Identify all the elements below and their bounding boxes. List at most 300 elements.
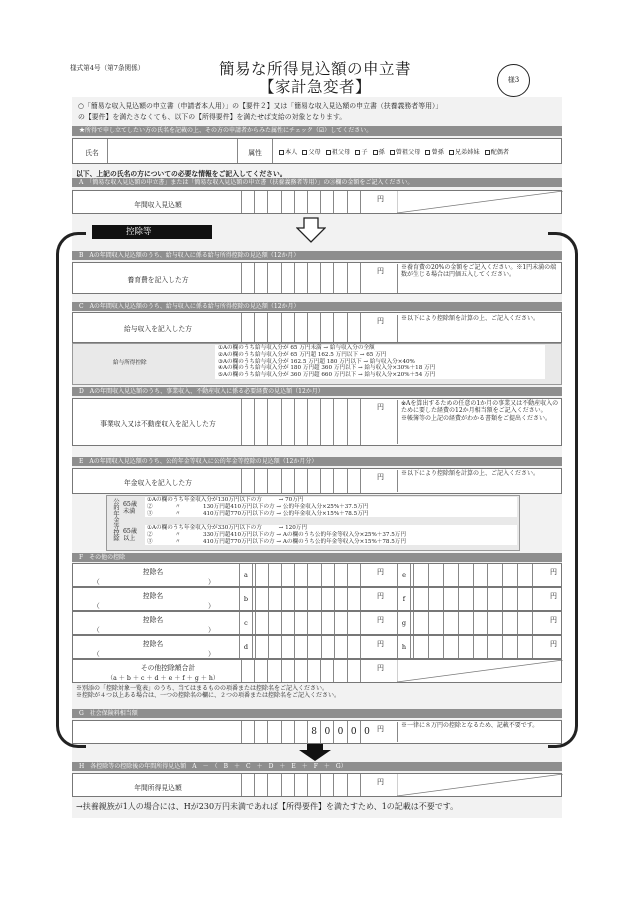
- section-d-note: [397, 400, 561, 444]
- section-g-amount-cells: [241, 721, 373, 743]
- digit-cell[interactable]: [333, 399, 346, 445]
- digit-cell[interactable]: [347, 636, 360, 658]
- digit-cell[interactable]: [333, 774, 346, 796]
- digit-cell[interactable]: [428, 564, 443, 586]
- section-d-label: 事業収入又は不動産収入を記入した方: [100, 420, 216, 428]
- digit-cell: 0: [333, 721, 346, 743]
- section-e-label: 年金収入を記入した方: [124, 479, 192, 487]
- deduction-yen-right: 円: [550, 640, 557, 648]
- digit-cell[interactable]: [413, 564, 428, 586]
- section-f-notes: [76, 685, 556, 700]
- section-f-total-formula: （a ＋ b ＋ c ＋ d ＋ e ＋ f ＋ g ＋ h）: [106, 675, 220, 682]
- deduction-yen-left: 円: [377, 640, 384, 648]
- digit-cell[interactable]: [428, 612, 443, 634]
- rule-line: ② 〃 130万円超410万円以下の方 → 公的年金収入分×25%＋37.5万円: [147, 503, 369, 510]
- section-e-row: [72, 468, 562, 494]
- section-b-row: [72, 262, 562, 294]
- digit-cell[interactable]: [333, 191, 346, 213]
- digit-cell[interactable]: [267, 313, 280, 342]
- section-e-under-65: 65歳未満: [123, 501, 138, 515]
- digit-cell[interactable]: [281, 564, 294, 586]
- section-h-yen: 円: [377, 778, 384, 786]
- deduction-name-label: 控除名: [142, 616, 164, 624]
- digit-cell[interactable]: [294, 313, 307, 342]
- digit-cell[interactable]: [347, 612, 360, 634]
- digit-cell[interactable]: [241, 774, 254, 796]
- digit-cell: 0: [347, 721, 360, 743]
- section-d-amount-cells[interactable]: [241, 399, 373, 445]
- digit-cell[interactable]: [307, 564, 320, 586]
- checkbox-icon[interactable]: [326, 150, 331, 155]
- digit-cell[interactable]: [428, 636, 443, 658]
- paren-open: （: [93, 602, 100, 610]
- digit-cell[interactable]: [281, 313, 294, 342]
- page-subtitle: 【家計急変者】: [258, 78, 371, 96]
- other-deduction-row: [72, 635, 562, 659]
- attribute-option[interactable]: [390, 147, 421, 156]
- rule-line: ④Aの欄のうち給与収入分が 180 万円超 360 万円以下 → 給与収入分×30%＋18 万円: [218, 365, 436, 372]
- digit-cell[interactable]: [294, 469, 307, 493]
- attribute-label-text: 父母: [308, 149, 321, 156]
- section-c-table-label: 給与所得控除: [113, 360, 147, 366]
- deduction-name-input[interactable]: [103, 648, 213, 657]
- footer-note: →扶養親族が1人の場合には、Hが230万円未満であれば【所得要件】を満たすため、1の記載は不要です。: [76, 802, 459, 811]
- deduction-letter-left: d: [239, 636, 253, 658]
- digit-cell[interactable]: [487, 564, 502, 586]
- section-g-bar: G 社会保険料相当額: [72, 709, 562, 718]
- digit-cell[interactable]: [320, 774, 333, 796]
- digit-cell[interactable]: [255, 588, 268, 610]
- section-a-amount-cells[interactable]: [241, 191, 373, 213]
- digit-cell[interactable]: [267, 191, 280, 213]
- rule-line: ①Aの欄のうち年金収入分が130万円以下の方 → 70万円: [147, 497, 304, 503]
- digit-cell[interactable]: [347, 313, 360, 342]
- digit-cell[interactable]: [360, 399, 373, 445]
- digit-cell[interactable]: [241, 469, 254, 493]
- digit-cell[interactable]: [473, 612, 488, 634]
- digit-cell[interactable]: [487, 612, 502, 634]
- digit-cell[interactable]: [487, 636, 502, 658]
- digit-cell: [241, 721, 254, 743]
- digit-cell[interactable]: [487, 588, 502, 610]
- digit-cell[interactable]: [320, 469, 333, 493]
- digit-cell[interactable]: [294, 191, 307, 213]
- digit-cell[interactable]: [360, 588, 373, 610]
- digit-cell[interactable]: [413, 612, 428, 634]
- digit-cell[interactable]: [321, 564, 334, 586]
- section-c-bar: C Aの年間収入見込額のうち、給与収入に係る給与所得控除の見込額（12か月）: [72, 302, 562, 311]
- intro-line-1: ○「簡易な収入見込額の申立書（申請者本人用）」の【要件２】又は「簡易な収入見込額の申立書（扶養義務者等用）」: [78, 102, 443, 110]
- section-b-label: 養育費を記入した方: [127, 276, 189, 284]
- deduction-name-input[interactable]: [103, 624, 213, 633]
- rule-line: ② 〃 330万円超410万円以下の方 → Aの欄のうち公的年金等収入分×25%＋37.5万円: [147, 531, 406, 538]
- digit-cell[interactable]: [321, 588, 334, 610]
- section-h-bar: H 各控除等の控除後の年間所得見込額 A － （ B ＋ C ＋ D ＋ E ＋ F ＋ G）: [72, 762, 562, 771]
- digit-cell[interactable]: [458, 612, 473, 634]
- digit-cell[interactable]: [307, 612, 320, 634]
- attribute-option[interactable]: [425, 147, 443, 156]
- digit-cell[interactable]: [281, 774, 294, 796]
- digit-cell: [254, 721, 267, 743]
- section-g-yen: 円: [377, 725, 384, 733]
- digit-cell[interactable]: [360, 469, 373, 493]
- digit-cell[interactable]: [255, 612, 268, 634]
- deduction-yen-left: 円: [377, 568, 384, 576]
- attribute-option[interactable]: [373, 147, 385, 156]
- section-f-total-yen: 円: [377, 664, 384, 672]
- page-title: 簡易な所得見込額の申立書: [218, 60, 411, 78]
- digit-cell[interactable]: [307, 588, 320, 610]
- digit-cell: [281, 721, 294, 743]
- deduction-letter-right: f: [397, 588, 411, 610]
- digit-cell[interactable]: [307, 660, 320, 682]
- attribute-label-text: 兄弟姉妹: [454, 149, 480, 156]
- digit-cell[interactable]: [458, 636, 473, 658]
- attribute-label-text: 曾祖父母: [395, 149, 421, 156]
- section-h-row: [72, 773, 562, 797]
- digit-cell[interactable]: [268, 564, 281, 586]
- attribute-label-text: 曾孫: [431, 149, 444, 156]
- digit-cell[interactable]: [532, 564, 547, 586]
- rule-line: ⑤Aの欄のうち給与収入分が 360 万円超 660 万円以下 → 給与収入分×20%＋54 万円: [218, 372, 436, 379]
- deduction-yen-left: 円: [377, 616, 384, 624]
- instruction-bar: ★所得で申し立てしたい方の氏名を記載の上、その方の申請者からみた属性にチェック（☑）してください。: [72, 126, 562, 136]
- name-input[interactable]: [107, 139, 237, 163]
- section-c-row: [72, 312, 562, 343]
- down-arrow-outline-icon: [296, 217, 326, 243]
- attribute-option[interactable]: [355, 147, 367, 156]
- section-d-row: [72, 398, 562, 446]
- digit-cell[interactable]: [307, 263, 320, 293]
- rule-line: ③ 〃 410万円超770万円以下の方 → 公的年金収入分×15%＋78.5万円: [147, 510, 369, 517]
- digit-cell[interactable]: [294, 263, 307, 293]
- digit-cell[interactable]: [294, 660, 307, 682]
- digit-cell[interactable]: [241, 313, 254, 342]
- section-d-note-1: ※Aを算出するための任意の1か月の事業又は不動産収入のために要した経費の12か月相当額をご記入ください。: [401, 400, 559, 415]
- deduction-yen-right: 円: [550, 592, 557, 600]
- checkbox-icon[interactable]: [425, 150, 430, 155]
- digit-cell[interactable]: [443, 612, 458, 634]
- digit-cell[interactable]: [254, 660, 267, 682]
- digit-cell[interactable]: [320, 660, 333, 682]
- digit-cell[interactable]: [320, 263, 333, 293]
- paren-close: ）: [208, 578, 215, 586]
- digit-cell[interactable]: [458, 564, 473, 586]
- name-row: [72, 138, 562, 164]
- section-c-note: ※以下により控除額を計算の上、ご記入ください。: [397, 315, 561, 342]
- digit-cell[interactable]: [333, 469, 346, 493]
- checkbox-icon[interactable]: [390, 150, 395, 155]
- section-c-rule-list: [215, 345, 545, 379]
- paren-close: ）: [208, 650, 215, 658]
- section-h-label: 年間所得見込額: [134, 784, 182, 792]
- form-circle-badge: 様3: [497, 64, 530, 97]
- section-a-bar: A 「簡易な収入見込額の申立書」または「簡易な収入見込額の申立書（扶養義務者等用）」の③欄の金額をご記入ください。: [72, 178, 562, 187]
- section-e-over-rules: [145, 525, 517, 545]
- digit-cell[interactable]: [254, 774, 267, 796]
- digit-cell[interactable]: [294, 636, 307, 658]
- section-h-amount-cells[interactable]: [241, 774, 373, 796]
- digit-cell[interactable]: [307, 469, 320, 493]
- attribute-label-text: 子: [361, 149, 368, 156]
- digit-cell[interactable]: [443, 564, 458, 586]
- checkbox-icon[interactable]: [279, 150, 284, 155]
- name-label: 氏名: [85, 149, 99, 157]
- digit-cell[interactable]: [428, 588, 443, 610]
- section-d-bar: D Aの年間収入見込額のうち、事業収入、不動産収入に係る必要経費の見込額（12か月）: [72, 387, 562, 396]
- section-e-yen: 円: [377, 473, 384, 481]
- attribute-label-text: 祖父母: [331, 149, 351, 156]
- digit-cell[interactable]: [268, 612, 281, 634]
- section-d-note-2: ※帳簿等の上記の経費がわかる書類をご提出ください。: [401, 414, 552, 422]
- deduction-yen-left: 円: [377, 592, 384, 600]
- digit-cell[interactable]: [517, 564, 532, 586]
- checkbox-icon[interactable]: [355, 150, 360, 155]
- digit-cell[interactable]: [307, 774, 320, 796]
- section-f-note-2: ※控除が４つ以上ある場合は、一つの控除名の欄に、２つの項番または控除名をご記入ください。: [76, 692, 341, 700]
- digit-cell[interactable]: [347, 263, 360, 293]
- attribute-option[interactable]: [485, 147, 510, 156]
- digit-cell[interactable]: [360, 774, 373, 796]
- digit-cell[interactable]: [267, 660, 280, 682]
- deduction-letter-right: g: [397, 612, 411, 634]
- deduction-letter-left: b: [239, 588, 253, 610]
- digit-cell[interactable]: [307, 191, 320, 213]
- digit-cell[interactable]: [281, 588, 294, 610]
- checkbox-icon[interactable]: [449, 150, 454, 155]
- digit-cell[interactable]: [443, 636, 458, 658]
- digit-cell[interactable]: [347, 469, 360, 493]
- section-a-label: 年間収入見込額: [134, 201, 182, 209]
- guidance-text: 以下、上記の氏名の方についての必要な情報をご記入してください。: [76, 170, 287, 178]
- digit-cell[interactable]: [241, 191, 254, 213]
- attribute-label: 属性: [248, 149, 262, 157]
- digit-cell[interactable]: [267, 774, 280, 796]
- digit-cell[interactable]: [502, 612, 517, 634]
- section-f-total-row: [72, 659, 562, 683]
- section-c-rules: [72, 343, 562, 385]
- section-a-yen: 円: [377, 195, 384, 203]
- other-deduction-row: [72, 587, 562, 611]
- digit-cell: [294, 721, 307, 743]
- digit-cell[interactable]: [320, 313, 333, 342]
- other-deduction-row: [72, 611, 562, 635]
- rule-line: ③ 〃 410万円超770万円以下の方 → Aの欄のうち公的年金等収入分×15%＋78.5万円: [147, 538, 406, 545]
- digit-cell[interactable]: [294, 588, 307, 610]
- digit-cell[interactable]: [517, 636, 532, 658]
- digit-cell[interactable]: [254, 469, 267, 493]
- down-arrow-solid-icon: [298, 744, 332, 762]
- digit-cell[interactable]: [333, 263, 346, 293]
- digit-cell[interactable]: [443, 588, 458, 610]
- digit-cell[interactable]: [294, 564, 307, 586]
- digit-cell[interactable]: [254, 313, 267, 342]
- digit-cell[interactable]: [254, 399, 267, 445]
- checkbox-icon[interactable]: [485, 150, 490, 155]
- paren-open: （: [93, 650, 100, 658]
- digit-cell[interactable]: [347, 191, 360, 213]
- intro-line-2: の【要件】を満たさなくても、以下の【所得要件】を満たせば支給の対象となります。: [78, 113, 347, 121]
- paren-close: ）: [208, 626, 215, 634]
- digit-cell: 8: [307, 721, 320, 743]
- digit-cell[interactable]: [241, 399, 254, 445]
- digit-cell[interactable]: [294, 774, 307, 796]
- digit-cell[interactable]: [517, 588, 532, 610]
- deduction-letter-left: a: [239, 564, 253, 586]
- digit-cell[interactable]: [267, 399, 280, 445]
- digit-cell[interactable]: [502, 588, 517, 610]
- digit-cell[interactable]: [473, 564, 488, 586]
- section-f-bar: F その他の控除: [72, 553, 562, 562]
- digit-cell[interactable]: [255, 564, 268, 586]
- digit-cell[interactable]: [360, 263, 373, 293]
- digit-cell[interactable]: [532, 588, 547, 610]
- section-f-total-diagonal: [397, 660, 563, 682]
- digit-cell[interactable]: [281, 636, 294, 658]
- checkbox-icon[interactable]: [302, 150, 307, 155]
- section-e-amount-cells[interactable]: [241, 469, 373, 493]
- deduction-letter-left: c: [239, 612, 253, 634]
- digit-cell[interactable]: [320, 399, 333, 445]
- digit-cell[interactable]: [281, 191, 294, 213]
- section-h-diagonal: [397, 774, 563, 796]
- digit-cell[interactable]: [360, 660, 373, 682]
- digit-cell[interactable]: [502, 564, 517, 586]
- section-e-over-65: 65歳以上: [123, 528, 138, 542]
- digit-cell[interactable]: [347, 564, 360, 586]
- attribute-option[interactable]: [279, 147, 297, 156]
- digit-cell[interactable]: [321, 636, 334, 658]
- digit-cell[interactable]: [360, 313, 373, 342]
- digit-cell[interactable]: [281, 399, 294, 445]
- digit-cell[interactable]: [281, 660, 294, 682]
- digit-cell[interactable]: [267, 263, 280, 293]
- digit-cell[interactable]: [254, 263, 267, 293]
- digit-cell[interactable]: [268, 636, 281, 658]
- digit-cell[interactable]: [347, 399, 360, 445]
- rule-line: ②Aの欄のうち給与収入分が 65 万円超 162.5 万円以下 → 65 万円: [218, 351, 387, 358]
- digit-cell[interactable]: [360, 636, 373, 658]
- digit-cell[interactable]: [360, 191, 373, 213]
- digit-cell[interactable]: [241, 263, 254, 293]
- digit-cell[interactable]: [334, 636, 347, 658]
- digit-cell[interactable]: [334, 612, 347, 634]
- digit-cell: [267, 721, 280, 743]
- digit-cell[interactable]: [294, 612, 307, 634]
- section-e-side-label: 公的年金等控除: [112, 498, 119, 542]
- digit-cell[interactable]: [281, 612, 294, 634]
- section-e-note: ※以下により控除額を計算の上、ご記入ください。: [397, 470, 561, 492]
- digit-cell[interactable]: [255, 636, 268, 658]
- section-b-yen: 円: [377, 267, 384, 275]
- rule-line: ③Aの欄のうち給与収入分が 162.5 万円超 180 万円以下 → 給与収入分×40%: [218, 358, 415, 365]
- attribute-label-text: 配偶者: [490, 149, 510, 156]
- attribute-option[interactable]: [302, 147, 320, 156]
- digit-cell[interactable]: [347, 774, 360, 796]
- section-f-total-cells[interactable]: [241, 660, 373, 682]
- digit-cell[interactable]: [413, 636, 428, 658]
- attribute-label-text: 孫: [378, 149, 385, 156]
- section-e-bar: E Aの年間収入見込額のうち、公的年金等収入に公的年金等控除の見込額（12か月分）: [72, 457, 562, 466]
- deduction-name-label: 控除名: [142, 568, 164, 576]
- digit-cell[interactable]: [307, 313, 320, 342]
- digit-cell[interactable]: [307, 399, 320, 445]
- digit-cell[interactable]: [307, 636, 320, 658]
- paren-open: （: [93, 578, 100, 586]
- attribute-label-text: 本人: [285, 149, 298, 156]
- digit-cell[interactable]: [254, 191, 267, 213]
- digit-cell[interactable]: [360, 564, 373, 586]
- digit-cell[interactable]: [532, 612, 547, 634]
- digit-cell[interactable]: [281, 263, 294, 293]
- digit-cell[interactable]: [532, 636, 547, 658]
- deduction-yen-right: 円: [550, 568, 557, 576]
- deduction-letter-right: e: [397, 564, 411, 586]
- section-a-diagonal: [397, 191, 563, 213]
- section-c-amount-cells[interactable]: [241, 313, 373, 342]
- other-deduction-row: [72, 563, 562, 587]
- rule-line: ①Aの欄のうち年金収入分が330万円以下の方 → 120万円: [147, 525, 307, 531]
- digit-cell[interactable]: [473, 588, 488, 610]
- digit-cell[interactable]: [502, 636, 517, 658]
- digit-cell[interactable]: [241, 660, 254, 682]
- digit-cell[interactable]: [321, 612, 334, 634]
- digit-cell[interactable]: [281, 469, 294, 493]
- section-b-bar: B Aの年間収入見込額のうち、給与収入に係る給与所得控除の見込額（12か月）: [72, 251, 562, 260]
- digit-cell[interactable]: [268, 588, 281, 610]
- paren-close: ）: [208, 602, 215, 610]
- digit-cell[interactable]: [267, 469, 280, 493]
- intro-text: [78, 101, 558, 123]
- section-e-rules: [106, 495, 520, 551]
- digit-cell[interactable]: [517, 612, 532, 634]
- section-d-yen: 円: [377, 403, 384, 411]
- deduction-yen-right: 円: [550, 616, 557, 624]
- digit-cell[interactable]: [347, 588, 360, 610]
- attribute-option[interactable]: [449, 147, 480, 156]
- digit-cell[interactable]: [347, 660, 360, 682]
- checkbox-icon[interactable]: [373, 150, 378, 155]
- digit-cell[interactable]: [413, 588, 428, 610]
- digit-cell[interactable]: [333, 660, 346, 682]
- digit-cell[interactable]: [458, 588, 473, 610]
- digit-cell[interactable]: [334, 564, 347, 586]
- deductions-tab: 控除等: [92, 225, 212, 239]
- attribute-option[interactable]: [326, 147, 351, 156]
- section-g-row: [72, 720, 562, 744]
- deduction-name-label: 控除名: [142, 640, 164, 648]
- digit-cell: 0: [360, 721, 373, 743]
- section-c-yen: 円: [377, 317, 384, 325]
- digit-cell[interactable]: [360, 612, 373, 634]
- digit-cell[interactable]: [333, 313, 346, 342]
- digit-cell[interactable]: [294, 399, 307, 445]
- deduction-name-label: 控除名: [142, 592, 164, 600]
- digit-cell[interactable]: [320, 191, 333, 213]
- digit-cell[interactable]: [334, 588, 347, 610]
- digit-cell[interactable]: [473, 636, 488, 658]
- form-number: 様式第4号（第7条関係）: [70, 64, 145, 72]
- section-g-note: ※一律に８万円の控除となるため、記載不要です。: [397, 722, 561, 742]
- attribute-checkboxes: [279, 147, 559, 156]
- section-f-total-label: その他控除額合計: [140, 664, 196, 672]
- section-f-note-1: ※別添の「控除対象一覧表」のうち、当てはまるものの項番または控除名をご記入ください。: [76, 685, 329, 692]
- deduction-letter-right: h: [397, 636, 411, 658]
- deduction-name-input[interactable]: [103, 600, 213, 609]
- section-b-note: ※養育費の20%の金額をご記入ください。※1円未満の端数が生じる場合は円価五入してください。: [397, 264, 561, 293]
- section-b-amount-cells[interactable]: [241, 263, 373, 293]
- deduction-name-input[interactable]: [103, 576, 213, 585]
